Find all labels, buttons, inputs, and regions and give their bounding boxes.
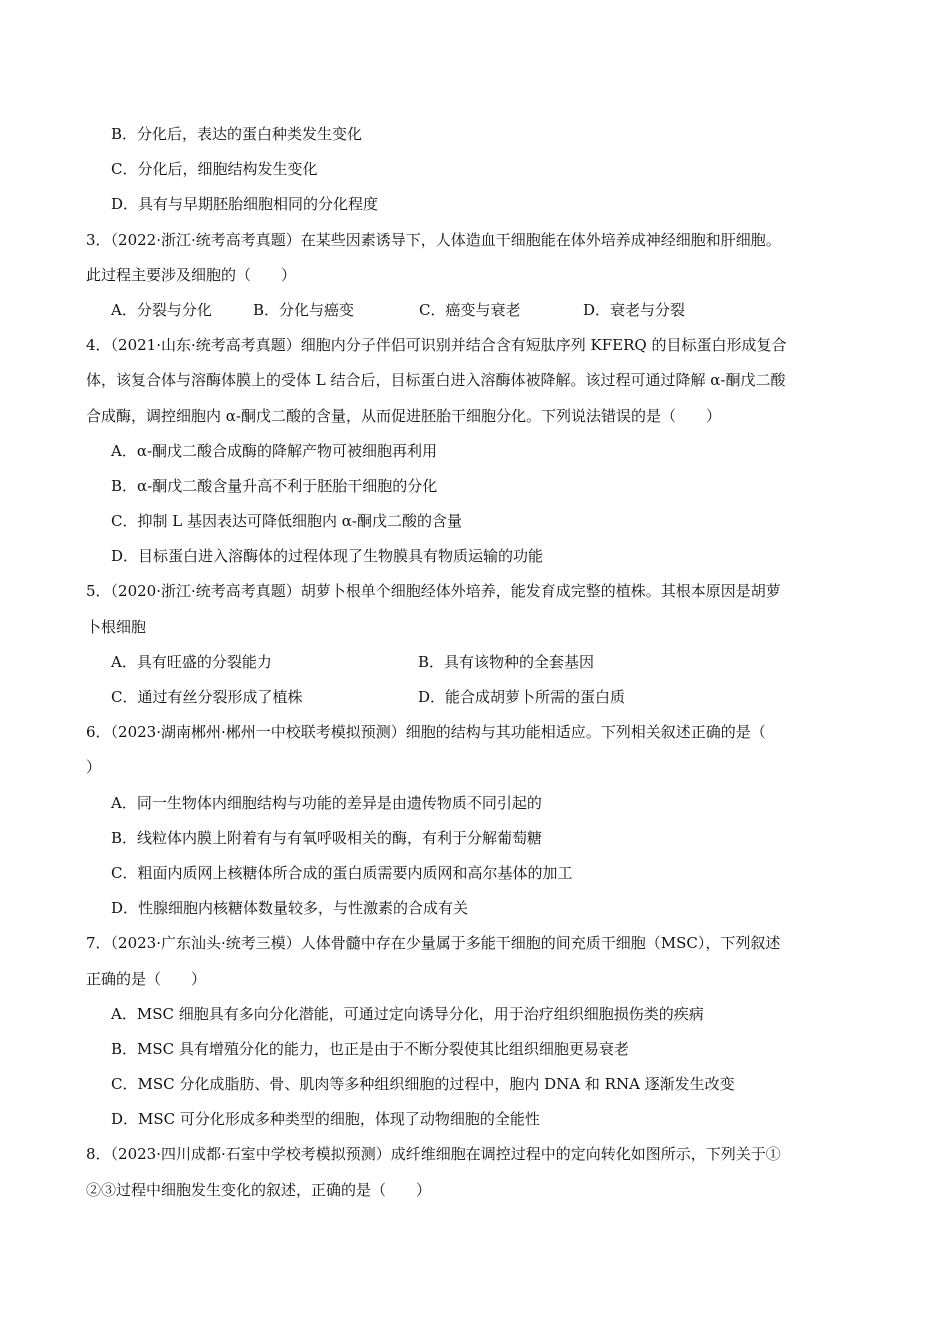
question-stem: 3．（2022·浙江·统考高考真题）在某些因素诱导下，人体造血干细胞能在体外培养成神经细胞和肝细胞。 [86, 230, 781, 249]
question-stem: 此过程主要涉及细胞的（ ） [86, 265, 297, 284]
option-b: B．具有该物种的全套基因 [418, 652, 595, 671]
question-stem: 合成酶，调控细胞内 α-酮戊二酸的含量，从而促进胚胎干细胞分化。下列说法错误的是（ ） [86, 406, 721, 425]
option-b: B．线粒体内膜上附着有与有氧呼吸相关的酶，有利于分解葡萄糖 [111, 828, 543, 847]
question-stem: 5．（2020·浙江·统考高考真题）胡萝卜根单个细胞经体外培养，能发育成完整的植株。其根本原因是胡萝 [86, 582, 781, 601]
question-stem: ②③过程中细胞发生变化的叙述，正确的是（ ） [86, 1180, 432, 1199]
option-d: D．能合成胡萝卜所需的蛋白质 [418, 688, 626, 706]
option-a: A．同一生物体内细胞结构与功能的差异是由遗传物质不同引起的 [111, 793, 542, 812]
question-3 [86, 223, 864, 329]
option-c: C．MSC 分化成脂肪、骨、肌肉等多种组织细胞的过程中，胞内 DNA 和 RNA 逐渐发生改变 [111, 1075, 735, 1094]
option-d: D．衰老与分裂 [583, 300, 686, 319]
question-stem: 体，该复合体与溶酶体膜上的受体 L 结合后，目标蛋白进入溶酶体被降解。该过程可通过降解 α-酮戊二酸 [86, 371, 786, 390]
option-a: A．α-酮戊二酸合成酶的降解产物可被细胞再利用 [111, 441, 438, 460]
question-7 [86, 926, 864, 1137]
option-d: D．目标蛋白进入溶酶体的过程体现了生物膜具有物质运输的功能 [111, 547, 544, 566]
option-d-prev: D．具有与早期胚胎细胞相同的分化程度 [111, 195, 379, 214]
option-d: D．MSC 可分化形成多种类型的细胞，体现了动物细胞的全能性 [111, 1110, 540, 1129]
option-c: C．癌变与衰老 [419, 300, 521, 319]
question-stem: 4．（2021·山东·统考高考真题）细胞内分子伴侣可识别并结合含有短肽序列 KFERQ 的目标蛋白形成复合 [86, 336, 787, 355]
option-b: B．MSC 具有增殖分化的能力，也正是由于不断分裂使其比组织细胞更易衰老 [111, 1039, 629, 1058]
question-5 [86, 574, 864, 715]
options-row [86, 680, 864, 715]
options-row [86, 293, 864, 328]
question-6 [86, 715, 864, 926]
question-stem: 8．（2023·四川成都·石室中学校考模拟预测）成纤维细胞在调控过程中的定向转化如图所示，下列关于① [86, 1145, 781, 1164]
option-a: A．分裂与分化 [111, 300, 212, 319]
option-a: A．MSC 细胞具有多向分化潜能，可通过定向诱导分化，用于治疗组织细胞损伤类的疾病 [111, 1004, 704, 1023]
options-row [86, 645, 864, 680]
question-stem: 卜根细胞 [86, 617, 147, 636]
option-b: B．分化与癌变 [253, 300, 355, 319]
option-a: A．具有旺盛的分裂能力 [111, 652, 272, 671]
option-b-prev: B．分化后，表达的蛋白种类发生变化 [111, 125, 363, 143]
question-stem: 6．（2023·湖南郴州·郴州一中校联考模拟预测）细胞的结构与其功能相适应。下列相关叙述正确的是（ [86, 723, 766, 742]
option-b: B．α-酮戊二酸含量升高不利于胚胎干细胞的分化 [111, 476, 438, 495]
question-4 [86, 328, 864, 574]
question-stem: 7．（2023·广东汕头·统考三模）人体骨髓中存在少量属于多能干细胞的间充质干细胞（MSC），下列叙述 [86, 934, 781, 953]
question-8 [86, 1137, 864, 1207]
option-c: C．抑制 L 基因表达可降低细胞内 α-酮戊二酸的含量 [111, 512, 462, 531]
question-stem: ） [86, 758, 102, 777]
option-c: C．粗面内质网上核糖体所合成的蛋白质需要内质网和高尔基体的加工 [111, 863, 573, 882]
option-c-prev: C．分化后，细胞结构发生变化 [111, 160, 318, 179]
option-d: D．性腺细胞内核糖体数量较多，与性激素的合成有关 [111, 899, 469, 918]
option-c: C．通过有丝分裂形成了植株 [111, 688, 303, 706]
question-stem: 正确的是（ ） [86, 969, 207, 988]
